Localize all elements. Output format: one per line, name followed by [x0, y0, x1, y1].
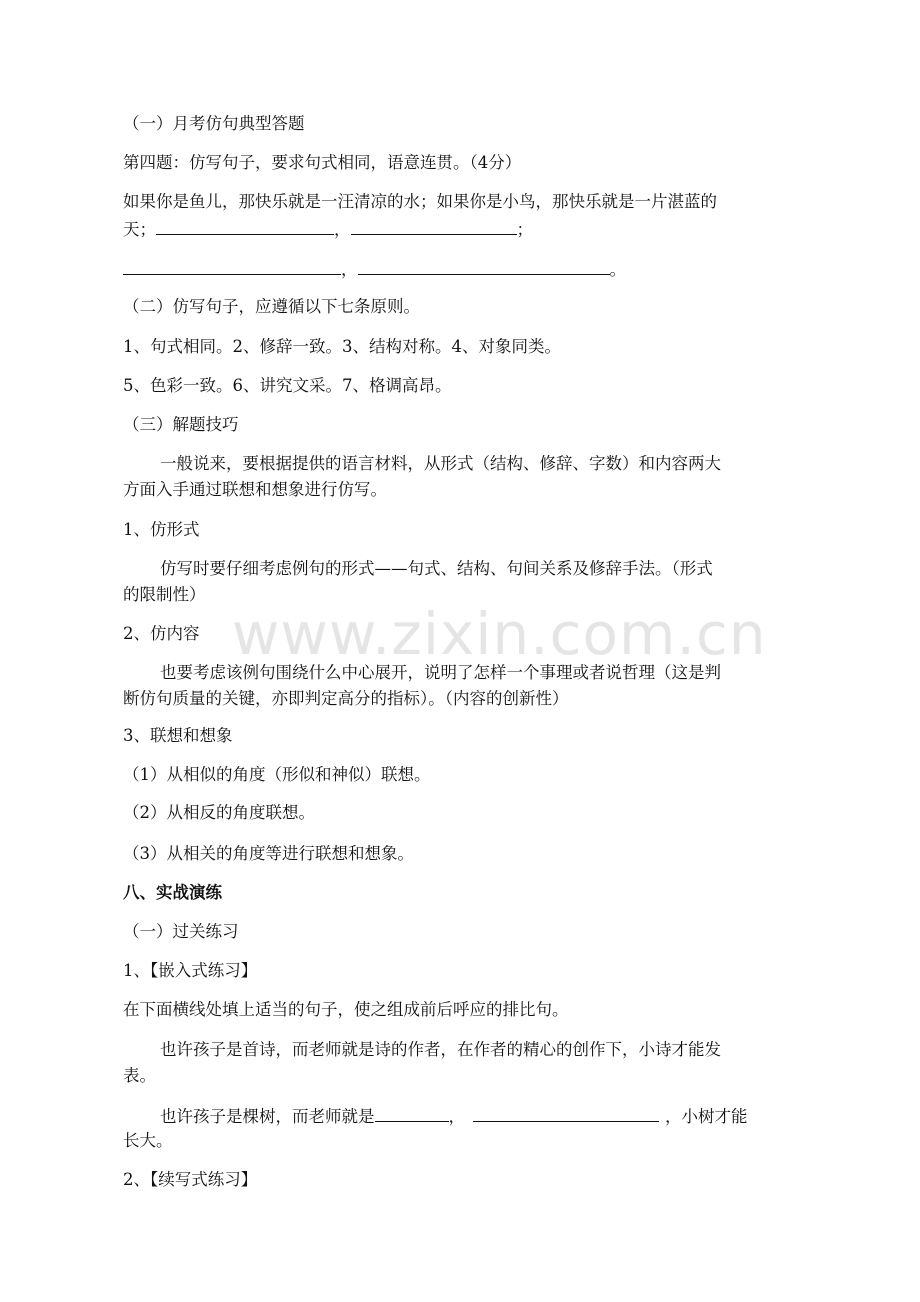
watermark: www.zixin.com.cn — [232, 600, 767, 668]
exercise-1-example-line-2: 表。 — [123, 1066, 156, 1085]
principles-line-2: 5、色彩一致。6、讲究文采。7、格调高昂。 — [123, 376, 452, 395]
answer-blank-6[interactable] — [473, 1103, 659, 1122]
section-heading-3: （三）解题技巧 — [123, 415, 239, 434]
answer-blank-1[interactable] — [156, 216, 334, 235]
comma-mark: ， — [448, 1107, 465, 1126]
association-heading: 3、联想和想象 — [123, 726, 233, 745]
form-paragraph-line-1: 仿写时要仔细考虑例句的形式——句式、结构、句间关系及修辞手法。（形式 — [160, 559, 713, 578]
exercise-1-fill-end: ，小树才能 — [665, 1107, 748, 1126]
tips-paragraph-line-2: 方面入手通过联想和想象进行仿写。 — [123, 480, 387, 499]
answer-blank-3[interactable] — [123, 256, 341, 275]
association-item-3: （3）从相关的角度等进行联想和想象。 — [123, 844, 414, 863]
tips-paragraph-line-1: 一般说来，要根据提供的语言材料，从形式（结构、修辞、字数）和内容两大 — [160, 454, 721, 473]
section-heading-2: （二）仿写句子，应遵循以下七条原则。 — [123, 297, 420, 316]
comma-mark: ， — [334, 220, 351, 239]
section-heading-8: 八、实战演练 — [123, 883, 222, 902]
section-heading-1: （一）月考仿句典型答题 — [123, 114, 305, 133]
answer-blank-5[interactable] — [375, 1103, 449, 1122]
exercise-1-fill-text: 也许孩子是棵树，而老师就是 — [160, 1107, 375, 1126]
form-paragraph-line-2: 的限制性） — [123, 585, 206, 604]
principles-line-1: 1、句式相同。2、修辞一致。3、结构对称。4、对象同类。 — [123, 337, 561, 356]
q4-example-line-2 — [123, 216, 533, 242]
answer-blank-4[interactable] — [358, 256, 610, 275]
q4-example-line-1: 如果你是鱼儿，那快乐就是一汪清凉的水；如果你是小鸟，那快乐就是一片湛蓝的 — [123, 192, 717, 211]
semicolon-mark: ； — [516, 220, 533, 239]
comma-mark: ， — [341, 260, 358, 279]
exercise-1-instruction: 在下面横线处填上适当的句子，使之组成前后呼应的排比句。 — [123, 1000, 569, 1019]
form-heading: 1、仿形式 — [123, 520, 200, 539]
q4-example-text: 天； — [123, 220, 156, 239]
content-heading: 2、仿内容 — [123, 624, 200, 643]
exercise-1-fill-line — [160, 1103, 748, 1129]
association-item-2: （2）从相反的角度联想。 — [123, 803, 315, 822]
question-4-title: 第四题：仿写句子，要求句式相同，语意连贯。（4分） — [123, 153, 522, 172]
content-paragraph-line-2: 断仿句质量的关键，亦即判定高分的指标）。（内容的创新性） — [123, 689, 569, 708]
exercise-1-heading: 1、【嵌入式练习】 — [123, 961, 258, 980]
q4-answer-line — [123, 256, 626, 282]
exercise-2-heading: 2、【续写式练习】 — [123, 1170, 258, 1189]
content-paragraph-line-1: 也要考虑该例句围绕什么中心展开，说明了怎样一个事理或者说哲理（这是判 — [160, 663, 721, 682]
practice-heading: （一）过关练习 — [123, 922, 239, 941]
answer-blank-2[interactable] — [351, 216, 517, 235]
association-item-1: （1）从相似的角度（形似和神似）联想。 — [123, 765, 431, 784]
period-mark: 。 — [609, 260, 626, 279]
exercise-1-example-line-1: 也许孩子是首诗，而老师就是诗的作者，在作者的精心的创作下，小诗才能发 — [160, 1040, 721, 1059]
exercise-1-fill-line-2: 长大。 — [123, 1131, 173, 1150]
